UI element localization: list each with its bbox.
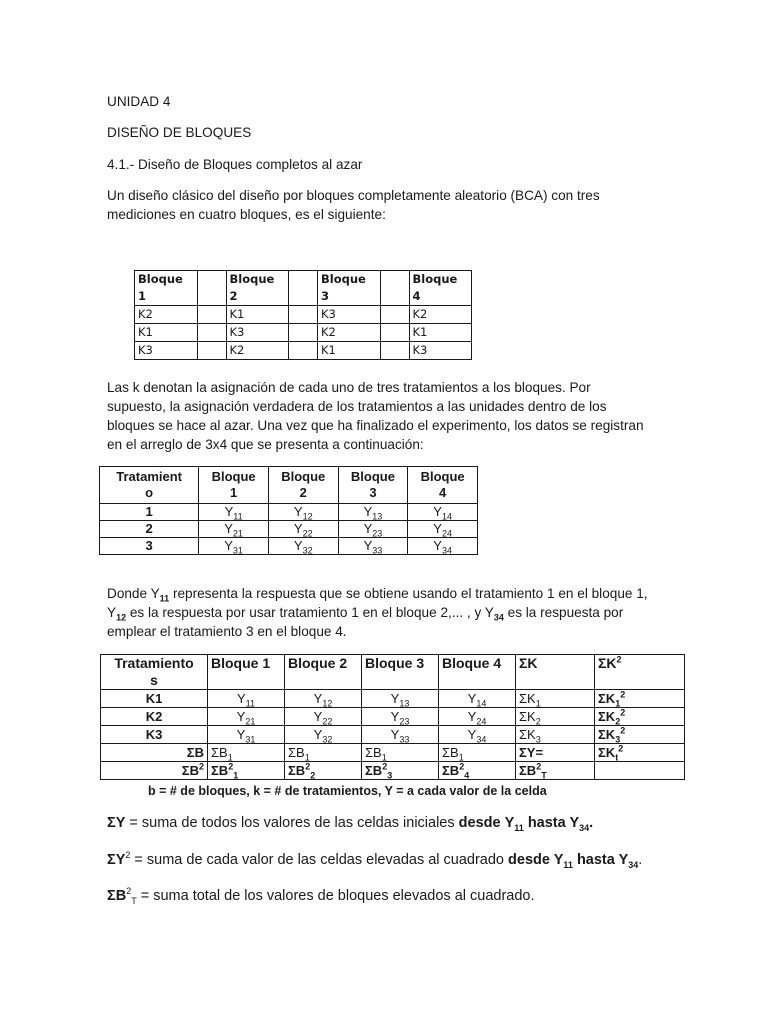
cell: $Y_{23}$ <box>338 521 408 538</box>
cell: $\Sigma K_2^2$ <box>595 708 685 726</box>
cell: K1 <box>409 324 472 342</box>
intro-line: Un diseño clásico del diseño por bloques completamente aleatorio (BCA) con tres <box>107 188 600 203</box>
paragraph-line: Donde $Y_{11}$ representa la respuesta que se obtiene usando el tratamiento 1 en el bloque 1, <box>107 586 648 604</box>
cell: $Y_{32}$ <box>268 538 338 555</box>
cell: $Y_{21}$ <box>199 521 269 538</box>
cell: $Y_{14}$ <box>408 504 478 521</box>
cell: K1 <box>318 342 381 360</box>
cell: $Y_{32}$ <box>285 726 362 744</box>
definition-sum-y: ΣY = suma de todos los valores de las celdas iniciales desde $Y_{11}$ hasta $Y_{34}$. <box>107 815 594 833</box>
cell: K2 <box>135 306 198 324</box>
header-cell: Bloque 3 <box>318 271 381 306</box>
table-header-row <box>135 271 472 306</box>
row-label: 2 <box>100 521 199 538</box>
table-header-row <box>101 655 685 690</box>
header-cell: Bloque 2 <box>285 655 362 690</box>
cell: $Y_{11}$ <box>208 690 285 708</box>
header-treatment: Tratamiento s <box>101 655 208 690</box>
table-row <box>101 690 685 708</box>
header-cell: Bloque 4 <box>409 271 472 306</box>
header-sum-k-squared: $\Sigma K^2$ <box>595 655 685 690</box>
header-cell: Bloque 4 <box>408 467 478 504</box>
cell: $\Sigma B_1$ <box>285 744 362 762</box>
cell: $Y_{31}$ <box>199 538 269 555</box>
row-label: 1 <box>100 504 199 521</box>
table-row-sum-b <box>101 744 685 762</box>
definition-paragraph <box>107 584 648 641</box>
cell: $Y_{13}$ <box>338 504 408 521</box>
cell: $Y_{34}$ <box>439 726 516 744</box>
table-row <box>100 538 478 555</box>
section-title: 4.1.- Diseño de Bloques completos al azar <box>107 157 363 172</box>
paragraph-line: Las k denotan la asignación de cada uno de tres tratamientos a los bloques. Por <box>107 380 591 395</box>
intro-line: mediciones en cuatro bloques, es el siguiente: <box>107 207 386 222</box>
cell: $Y_{33}$ <box>362 726 439 744</box>
legend-note: b = # de bloques, k = # de tratamientos, Y = a cada valor de la celda <box>148 784 547 798</box>
cell: $Y_{13}$ <box>362 690 439 708</box>
cell: $Y_{22}$ <box>285 708 362 726</box>
explanation-paragraph <box>107 378 644 454</box>
table-row <box>135 324 472 342</box>
row-label: $\Sigma B^2$ <box>101 762 208 780</box>
cell: $Y_{12}$ <box>285 690 362 708</box>
cell: K3 <box>135 342 198 360</box>
cell: $Y_{24}$ <box>408 521 478 538</box>
data-table <box>99 466 478 555</box>
table-row-sum-b-squared <box>101 762 685 780</box>
table-row <box>101 708 685 726</box>
header-cell: Bloque 1 <box>199 467 269 504</box>
table-row <box>135 342 472 360</box>
cell: K3 <box>409 342 472 360</box>
header-treatment: Tratamient o <box>100 467 199 504</box>
cell: $Y_{23}$ <box>362 708 439 726</box>
row-label: ΣB <box>101 744 208 762</box>
cell: $\Sigma B_1$ <box>439 744 516 762</box>
cell: $Y_{24}$ <box>439 708 516 726</box>
paragraph-line: supuesto, la asignación verdadera de los tratamientos a las unidades dentro de los <box>107 399 607 414</box>
cell: $Y_{34}$ <box>408 538 478 555</box>
paragraph-line: $Y_{12}$ es la respuesta por usar tratamiento 1 en el bloque 2,... , y $Y_{34}$ es la respuesta por <box>107 605 624 623</box>
topic-title: DISEÑO DE BLOQUES <box>107 125 252 140</box>
cell: K1 <box>226 306 289 324</box>
table-row <box>100 521 478 538</box>
row-label: K2 <box>101 708 208 726</box>
cell: $Y_{31}$ <box>208 726 285 744</box>
header-cell: Bloque 1 <box>208 655 285 690</box>
paragraph-line: en el arreglo de 3x4 que se presenta a continuación: <box>107 437 424 452</box>
cell: K3 <box>226 324 289 342</box>
cell: $\Sigma K_3$ <box>516 726 595 744</box>
row-label: K1 <box>101 690 208 708</box>
header-cell: Bloque 3 <box>362 655 439 690</box>
cell: $Y_{11}$ <box>199 504 269 521</box>
cell: $\Sigma K_1$ <box>516 690 595 708</box>
table-row <box>100 504 478 521</box>
cell: $\Sigma B^2_3$ <box>362 762 439 780</box>
header-sum-k: ΣK <box>516 655 595 690</box>
cell <box>595 762 685 780</box>
cell: $\Sigma B^2_1$ <box>208 762 285 780</box>
table-row <box>101 726 685 744</box>
cell: K2 <box>226 342 289 360</box>
cell: $\Sigma K_2$ <box>516 708 595 726</box>
cell: $\Sigma B^2_T$ <box>516 762 595 780</box>
header-cell: Bloque 3 <box>338 467 408 504</box>
definition-sum-y-squared: $\Sigma Y^2$ = suma de cada valor de las celdas elevadas al cuadrado desde $Y_{11}$ hasta $Y_{34}$. <box>107 850 643 870</box>
cell: $Y_{12}$ <box>268 504 338 521</box>
cell: $Y_{21}$ <box>208 708 285 726</box>
cell: ΣY= <box>516 744 595 762</box>
unit-title: UNIDAD 4 <box>107 94 171 109</box>
cell: $\Sigma K_3^2$ <box>595 726 685 744</box>
cell: $\Sigma B^2_4$ <box>439 762 516 780</box>
cell: K2 <box>409 306 472 324</box>
row-label: K3 <box>101 726 208 744</box>
header-cell: Bloque 1 <box>135 271 198 306</box>
paragraph-line: bloques se hace al azar. Una vez que ha finalizado el experimento, los datos se registran <box>107 418 644 433</box>
row-label: 3 <box>100 538 199 555</box>
header-cell: Bloque 2 <box>268 467 338 504</box>
cell: K3 <box>318 306 381 324</box>
cell: $\Sigma K_1^2$ <box>595 690 685 708</box>
cell: K2 <box>318 324 381 342</box>
header-cell: Bloque 2 <box>226 271 289 306</box>
cell: K1 <box>135 324 198 342</box>
definition-sum-b-squared-total: $\Sigma B^2_T$ = suma total de los valores de bloques elevados al cuadrado. <box>107 886 535 906</box>
intro-paragraph <box>107 186 600 224</box>
header-cell: Bloque 4 <box>439 655 516 690</box>
cell: $\Sigma B_1$ <box>362 744 439 762</box>
cell: $Y_{14}$ <box>439 690 516 708</box>
summary-table <box>100 654 685 780</box>
cell: $Y_{22}$ <box>268 521 338 538</box>
assignment-table <box>134 270 472 360</box>
cell: $\Sigma B_1$ <box>208 744 285 762</box>
table-header-row <box>100 467 478 504</box>
cell: $\Sigma B^2_2$ <box>285 762 362 780</box>
table-row <box>135 306 472 324</box>
paragraph-line: emplear el tratamiento 3 en el bloque 4. <box>107 624 347 639</box>
cell: $Y_{33}$ <box>338 538 408 555</box>
cell: $\Sigma K_t^2$ <box>595 744 685 762</box>
